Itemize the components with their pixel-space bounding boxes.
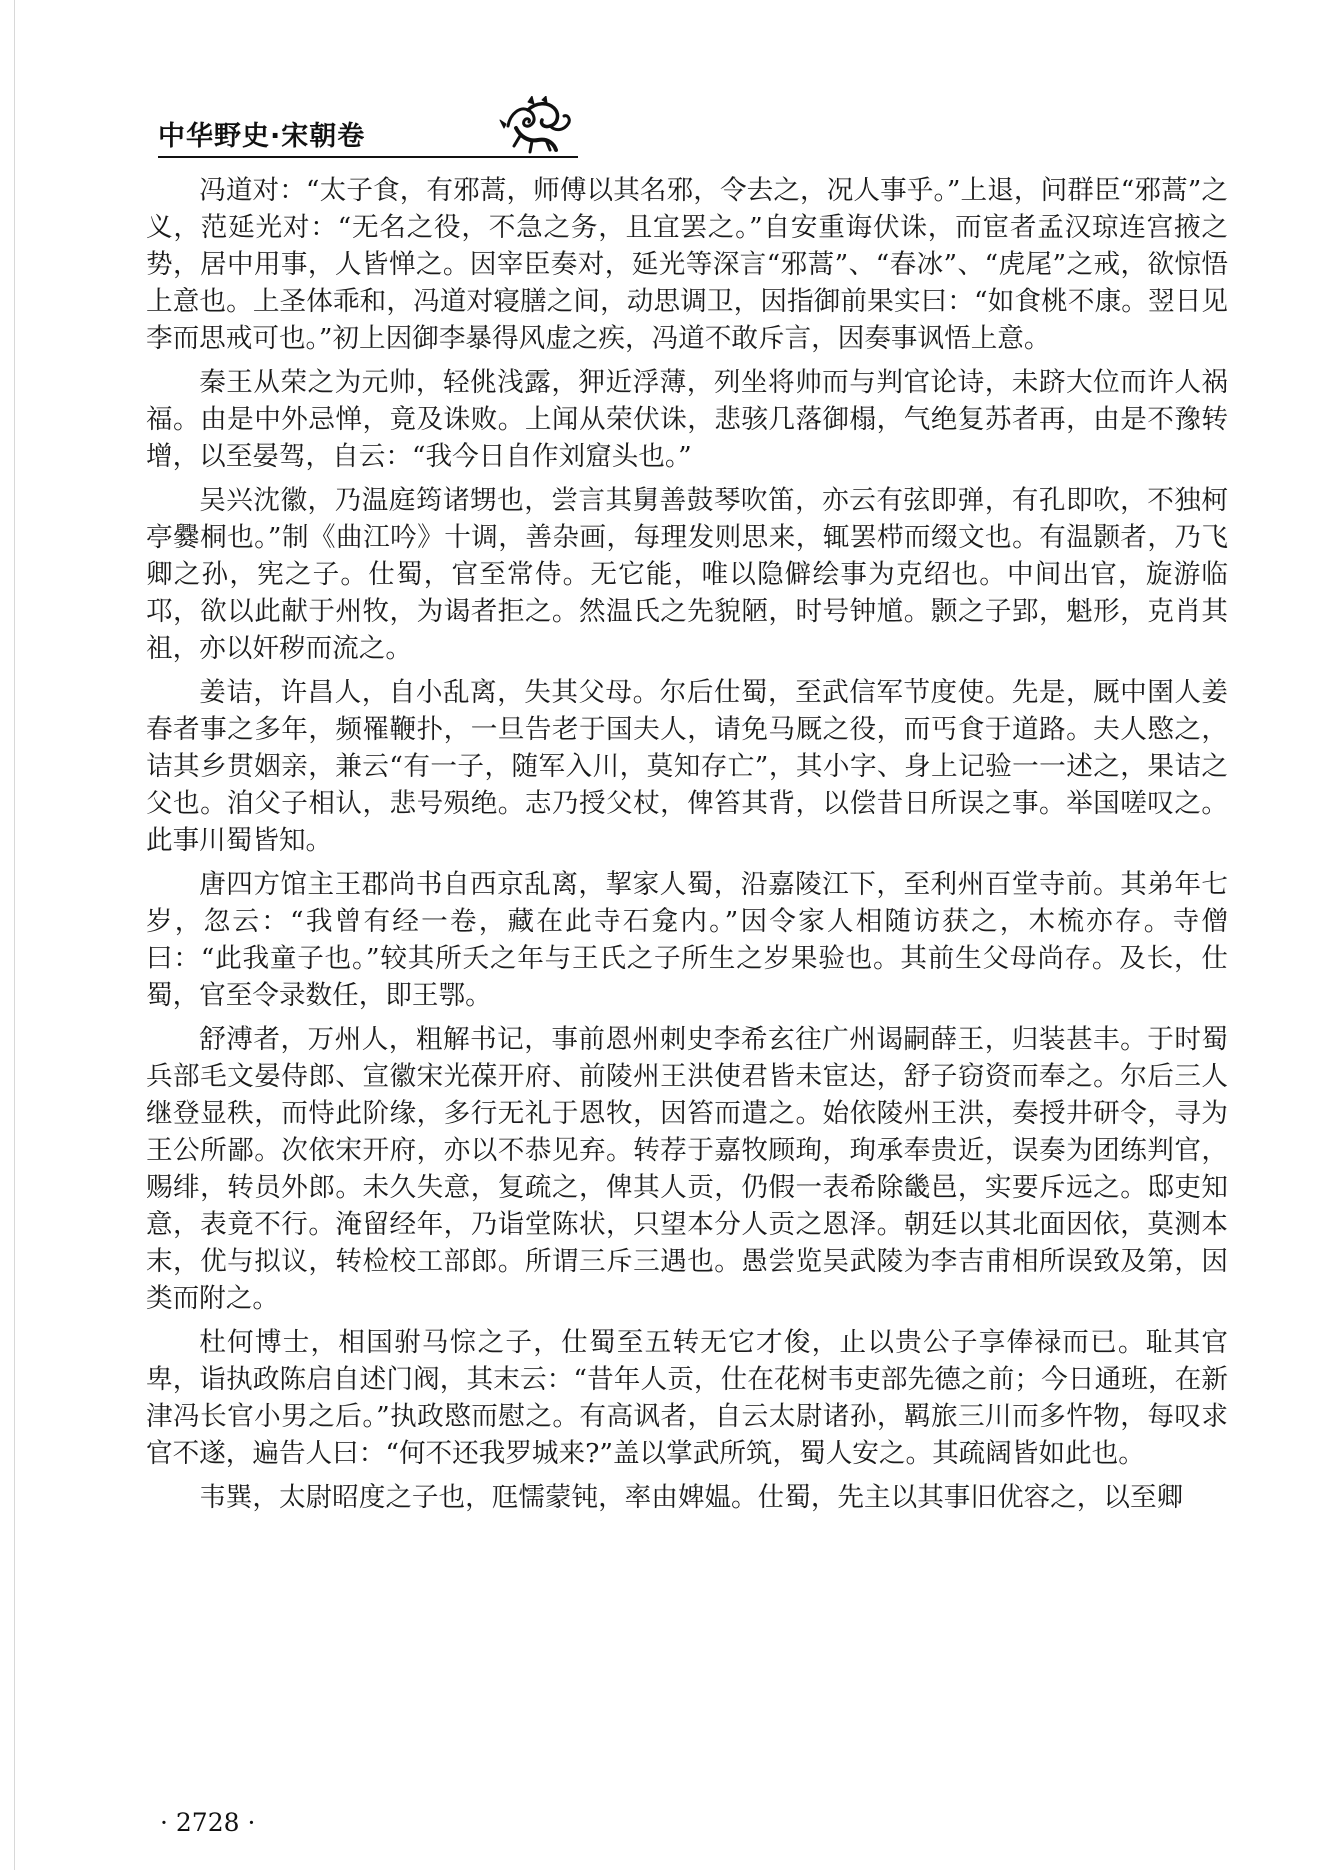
paragraph: 唐四方馆主王郡尚书自西京乱离，挈家人蜀，沿嘉陵江下，至利州百堂寺前。其弟年七岁，忽云：“我曾有经一卷，藏在此寺石龛内。”因令家人相随访获之，木梳亦存。寺僧曰：“此我童子也。”较其所夭之年与王氏之子所生之岁果验也。其前生父母尚存。及长，仕蜀，官至令录数任，即王鄂。 (146, 869, 1228, 1011)
header-rule (158, 156, 578, 158)
paragraph: 吴兴沈徽，乃温庭筠诸甥也，尝言其舅善鼓琴吹笛，亦云有弦即弹，有孔即吹，不独柯亭爨桐也。”制《曲江吟》十调，善杂画，每理发则思来，辄罢栉而缀文也。有温颢者，乃飞卿之孙，宪之子。仕蜀，官至常侍。无它能，唯以隐僻绘事为克绍也。中间出官，旋游临邛，欲以此献于州牧，为谒者拒之。然温氏之先貌陋，时号钟馗。颢之子郢，魁形，克肖其祖，亦以奸秽而流之。 (146, 485, 1228, 664)
paragraph: 韦巽，太尉昭度之子也，尫懦蒙钝，率由婢媪。仕蜀，先主以其事旧优容之，以至卿 (199, 1482, 1184, 1513)
paragraph: 秦王从荣之为元帅，轻佻浅露，狎近浮薄，列坐将帅而与判官论诗，未跻大位而许人祸福。由是中外忌惮，竟及诛败。上闻从荣伏诛，悲骇几落御榻，气绝复苏者再，由是不豫转增，以至晏驾，自云：“我今日自作刘窟头也。” (146, 367, 1228, 472)
running-header (158, 96, 578, 158)
book-title: 中华野史·宋朝卷 (158, 121, 366, 152)
paragraph: 冯道对：“太子食，有邪蒿，师傅以其名邪，令去之，况人事乎。”上退，问群臣“邪蒿”之义，范延光对：“无名之役，不急之务，且宜罢之。”自安重诲伏诛，而宦者孟汉琼连宫掖之势，居中用事，人皆惮之。因宰臣奏对，延光等深言“邪蒿”、“春冰”、“虎尾”之戒，欲惊悟上意也。上圣体乖和，冯道对寝膳之间，动思调卫，因指御前果实曰：“如食桃不康。翌日见李而思戒可也。”初上因御李暴得风虚之疾，冯道不敢斥言，因奏事讽悟上意。 (146, 175, 1228, 354)
dragon-icon (498, 96, 574, 154)
page-number: · 2728 · (160, 1808, 256, 1837)
paragraph: 杜何博士，相国驸马悰之子，仕蜀至五转无它才俊，止以贵公子享俸禄而已。耻其官卑，诣执政陈启自述门阀，其末云：“昔年人贡，仕在花树韦吏部先德之前；今日通班，在新津冯长官小男之后。”执政愍而慰之。有高讽者，自云太尉诸孙，羁旅三川而多忤物，每叹求官不遂，遍告人曰：“何不还我罗城来?”盖以掌武所筑，蜀人安之。其疏阔皆如此也。 (146, 1327, 1228, 1469)
paragraph: 舒溥者，万州人，粗解书记，事前恩州刺史李希玄往广州谒嗣薛王，归装甚丰。于时蜀兵部毛文晏侍郎、宣徽宋光葆开府、前陵州王洪使君皆未宦达，舒子窃资而奉之。尔后三人继登显秩，而恃此阶缘，多行无礼于恩牧，因笞而遣之。始依陵州王洪，奏授井研令，寻为王公所鄙。次依宋开府，亦以不恭见弃。转荐于嘉牧顾珣，珣承奉贵近，误奏为团练判官，赐绯，转员外郎。未久失意，复疏之，俾其人贡，仍假一表希除畿邑，实要斥远之。邸吏知意，表竟不行。淹留经年，乃诣堂陈状，只望本分人贡之恩泽。朝廷以其北面因依，莫测本末，优与拟议，转检校工部郎。所谓三斥三遇也。愚尝览吴武陵为李吉甫相所误致及第，因类而附之。 (146, 1024, 1228, 1314)
body-text (146, 172, 1228, 1523)
paragraph: 姜诘，许昌人，自小乱离，失其父母。尔后仕蜀，至武信军节度使。先是，厩中圉人姜春者事之多年，频罹鞭扑，一旦告老于国夫人，请免马厩之役，而丐食于道路。夫人愍之，诘其乡贯姻亲，兼云“有一子，随军入川，莫知存亡”，其小字、身上记验一一述之，果诘之父也。洎父子相认，悲号殒绝。志乃授父杖，俾笞其背，以偿昔日所误之事。举国嗟叹之。此事川蜀皆知。 (146, 677, 1228, 856)
scan-edge-line (14, 0, 15, 1870)
